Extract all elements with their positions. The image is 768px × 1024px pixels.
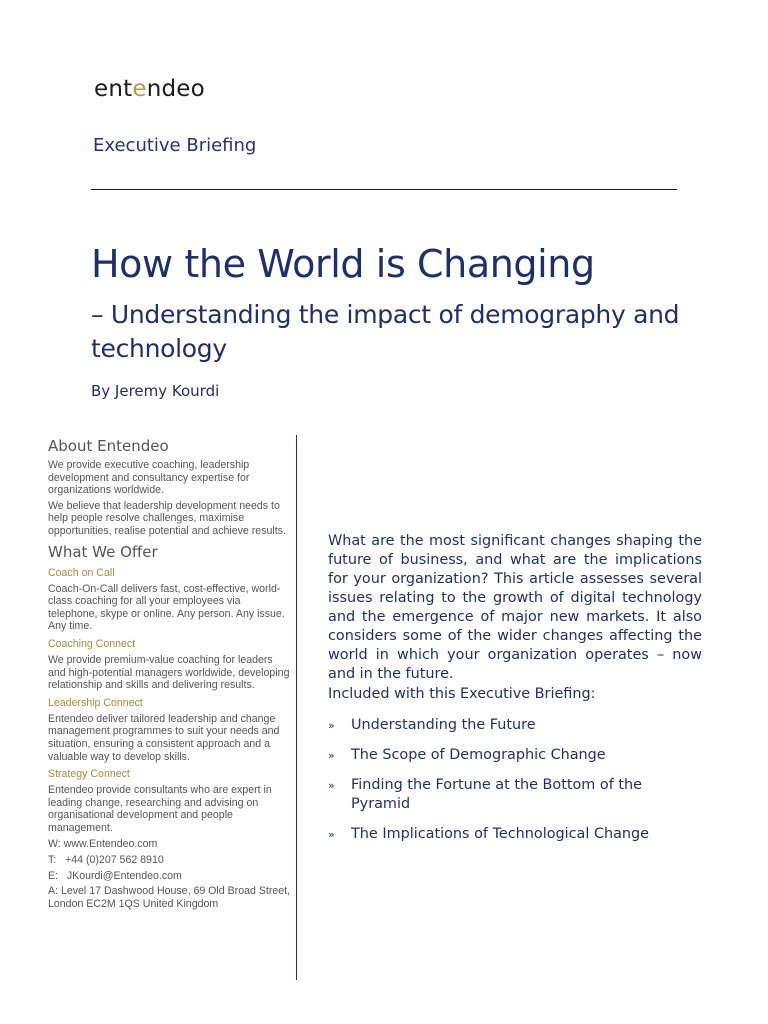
logo-text-accent: e: [132, 76, 147, 102]
entendeo-logo: [94, 78, 205, 101]
offer-heading: What We Offer: [48, 542, 158, 561]
service-item: [48, 697, 292, 763]
page-title: How the World is Changing: [91, 242, 595, 286]
logo-text-suffix: ndeo: [146, 76, 205, 102]
about-paragraph: We provide executive coaching, leadership development and consultancy expertise for organizations worldwide.: [48, 459, 250, 497]
list-item: [328, 825, 702, 844]
logo-text-prefix: ent: [94, 76, 133, 102]
contact-block: [48, 837, 292, 911]
service-item: [48, 768, 292, 834]
about-sidebar: [48, 436, 292, 912]
author-byline: By Jeremy Kourdi: [91, 382, 220, 400]
service-description: Coach-On-Call delivers fast, cost-effective, world-class coaching for all your employees via telephone, skype or online. Any person. Any issue. Any time.: [48, 582, 285, 633]
column-divider: [296, 435, 297, 980]
list-item-label: The Implications of Technological Change: [351, 826, 650, 842]
service-name: Leadership Connect: [48, 696, 143, 709]
contents-list: [328, 716, 702, 844]
service-name: Coaching Connect: [48, 637, 136, 650]
chevron-bullet-icon: »: [328, 749, 335, 762]
list-item: [328, 716, 702, 735]
service-item: [48, 567, 292, 633]
contact-phone: T: +44 (0)207 562 8910: [48, 854, 164, 867]
chevron-bullet-icon: »: [328, 719, 335, 732]
list-item: [328, 746, 702, 765]
service-name: Strategy Connect: [48, 768, 130, 781]
service-name: Coach on Call: [48, 566, 115, 579]
contact-address: A: Level 17 Dashwood House, 69 Old Broad Street, London EC2M 1QS United Kingdom: [48, 884, 291, 911]
chevron-bullet-icon: »: [328, 779, 335, 792]
included-label: Included with this Executive Briefing:: [328, 686, 596, 702]
intro-paragraph: What are the most significant changes shaping the future of business, and what are the implications for your organization? This article assesses several issues relating to the growth of digital technology and the emergence of major new markets. It also considers some of the wider changes affecting the world in which your organization operates – now and in the future.: [328, 533, 702, 682]
list-item-label: The Scope of Demographic Change: [351, 747, 606, 763]
contact-web: W: www.Entendeo.com: [48, 838, 158, 851]
chevron-bullet-icon: »: [328, 828, 335, 841]
contact-email: E: JKourdi@Entendeo.com: [48, 870, 182, 883]
list-item-label: Finding the Fortune at the Bottom of the Pyramid: [351, 777, 642, 812]
about-paragraph: We believe that leadership development needs to help people resolve challenges, maximise opportunities, realise potential and achieve results.: [48, 499, 286, 537]
service-item: [48, 638, 292, 692]
service-description: We provide premium-value coaching for leaders and high-potential managers worldwide, developing relationship and skills and delivering results.: [48, 653, 290, 692]
list-item: [328, 776, 702, 814]
service-description: Entendeo provide consultants who are expert in leading change, researching and advising on organisational development and people management.: [48, 784, 272, 834]
executive-briefing-label: Executive Briefing: [93, 135, 257, 156]
page-subtitle: – Understanding the impact of demography and technology: [91, 300, 680, 363]
service-description: Entendeo deliver tailored leadership and change management programmes to suit your needs and situation, ensuring a consistent approach and a valuable way to develop skills.: [48, 712, 280, 763]
header-divider: [91, 189, 677, 190]
list-item-label: Understanding the Future: [351, 717, 536, 733]
about-heading: About Entendeo: [48, 437, 169, 455]
